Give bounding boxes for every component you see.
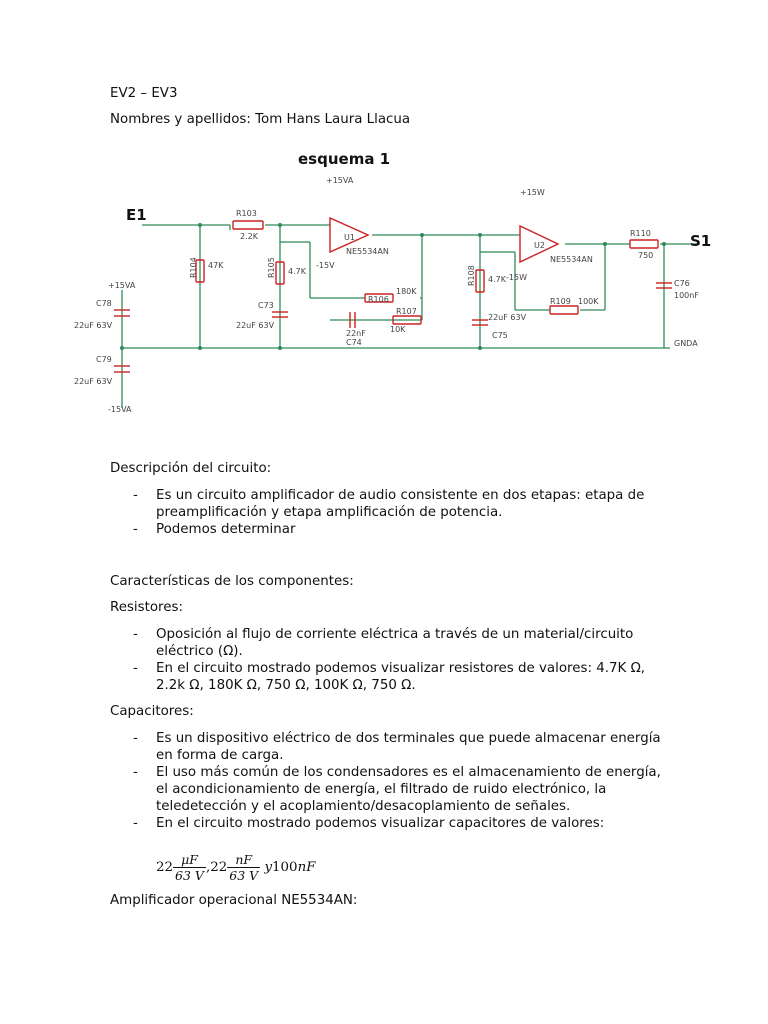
heading-capacitores: Capacitores:	[110, 704, 194, 719]
list-item: - El uso más común de los condensadores es el almacenamiento de energía, el acondicionamiento de energía, el filtrado de ruido electrónico, la teledetección y el acoplamiento/desacoplamiento de señales.	[110, 764, 670, 815]
label-r110-val: 750	[638, 251, 654, 260]
heading-caracteristicas: Características de los componentes:	[110, 574, 354, 589]
label-r109: R109	[550, 297, 571, 306]
schematic-title: esquema 1	[298, 150, 391, 168]
formula-den-b: 63 V	[229, 868, 259, 883]
label-c79-val: 22uF 63V	[74, 377, 113, 386]
label-c74: C74	[346, 338, 362, 347]
label-c76-val: 100nF	[674, 291, 699, 300]
label-v-minus-u1: -15V	[316, 261, 335, 270]
components	[114, 218, 672, 372]
label-c74-val: 22nF	[346, 329, 366, 338]
formula-den-a: 63 V	[175, 868, 204, 883]
label-c75: C75	[492, 331, 508, 340]
list-resistores	[110, 626, 670, 694]
label-r105: R105	[267, 257, 276, 278]
label-v-plus-w: +15W	[520, 188, 545, 197]
label-r108-val: 4.7K	[488, 275, 506, 284]
list-item: - En el circuito mostrado podemos visualizar capacitores de valores:	[110, 815, 670, 832]
list-item: - Podemos determinar	[110, 521, 670, 538]
formula-unit-c: nF	[297, 860, 316, 875]
formula-conj: y	[264, 860, 273, 875]
formula-val-c: 100	[272, 860, 298, 875]
label-u1-ref: U1	[344, 233, 355, 242]
label-r109-val: 100K	[578, 297, 599, 306]
label-c78: C78	[96, 299, 112, 308]
label-r107: R107	[396, 307, 417, 316]
list-item: - Oposición al flujo de corriente eléctrica a través de un material/circuito eléctrico (Ω).	[110, 626, 670, 660]
label-c78-val: 22uF 63V	[74, 321, 113, 330]
formula-num-a: μF	[173, 852, 206, 868]
label-r110: R110	[630, 229, 651, 238]
label-r106-val: 180K	[396, 287, 417, 296]
formula-num-b: nF	[227, 852, 260, 868]
label-r108: R108	[467, 265, 476, 286]
heading-amplificador: Amplificador operacional NE5534AN:	[110, 893, 358, 908]
circuit-schematic	[60, 140, 730, 420]
label-v-minus: -15VA	[108, 405, 132, 414]
formula-sep: ,	[205, 860, 211, 875]
doc-line-names: Nombres y apellidos: Tom Hans Laura Llacua	[110, 112, 411, 127]
list-item: - Es un circuito amplificador de audio consistente en dos etapas: etapa de preamplificación y etapa amplificación de potencia.	[110, 487, 670, 521]
label-r103: R103	[236, 209, 257, 218]
label-c73: C73	[258, 301, 274, 310]
label-r106: R106	[368, 295, 389, 304]
label-gnda: GNDA	[674, 339, 698, 348]
label-c79: C79	[96, 355, 112, 364]
heading-resistores: Resistores:	[110, 600, 183, 615]
list-item: - En el circuito mostrado podemos visualizar resistores de valores: 4.7K Ω, 2.2k Ω, 180K Ω, 750 Ω, 100K Ω, 750 Ω.	[110, 660, 670, 694]
label-u2: NE5534AN	[550, 255, 593, 264]
list-item: - Es un dispositivo eléctrico de dos terminales que puede almacenar energía en forma de carga.	[110, 730, 670, 764]
label-v-plus-b: +15VA	[108, 281, 136, 290]
label-r103-val: 2.2K	[240, 232, 258, 241]
heading-descripcion: Descripción del circuito:	[110, 461, 272, 476]
formula-frac-b	[227, 852, 260, 883]
label-r104: R104	[189, 257, 198, 278]
label-v-minus-w: -15W	[506, 273, 527, 282]
label-r104-val: 47K	[208, 261, 224, 270]
doc-line-ev: EV2 – EV3	[110, 86, 178, 101]
list-descripcion	[110, 487, 670, 538]
capacitor-formula	[156, 852, 316, 883]
label-v-plus-a: +15VA	[326, 176, 354, 185]
input-label-e1: E1	[126, 206, 147, 224]
formula-frac-a	[173, 852, 206, 883]
label-r107-val: 10K	[390, 325, 406, 334]
label-c75-val: 22uF 63V	[488, 313, 527, 322]
list-capacitores	[110, 730, 670, 832]
output-label-s1: S1	[690, 232, 712, 250]
formula-coef-a: 22	[156, 860, 174, 875]
label-r105-val: 4.7K	[288, 267, 306, 276]
label-u2-ref: U2	[534, 241, 545, 250]
label-c76: C76	[674, 279, 690, 288]
formula-coef-b: 22	[210, 860, 228, 875]
label-u1: NE5534AN	[346, 247, 389, 256]
label-c73-val: 22uF 63V	[236, 321, 275, 330]
